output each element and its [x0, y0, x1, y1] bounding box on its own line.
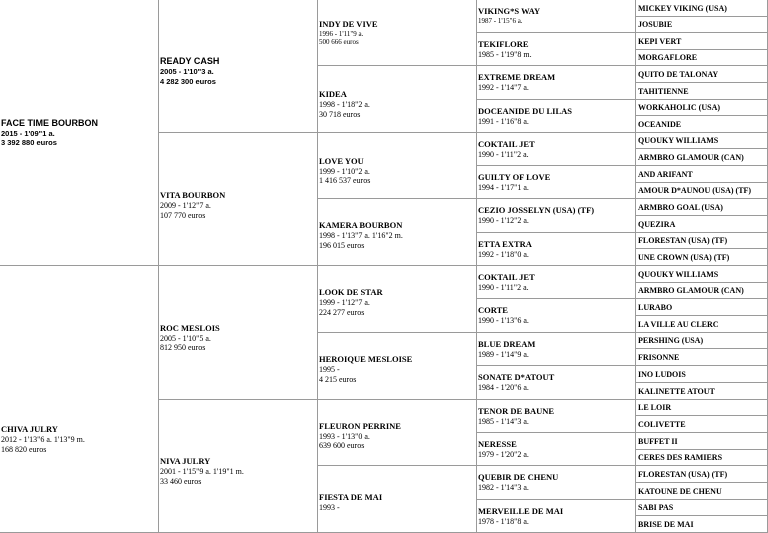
horse-name[interactable]: ARMBRO GLAMOUR (CAN) — [638, 286, 744, 295]
horse-name[interactable]: FIESTA DE MAI — [319, 491, 383, 502]
horse-record: 1996 - 1'11"9 a. — [319, 30, 364, 38]
gen5-horse — [636, 0, 768, 17]
horse-earnings: 3 392 880 euros — [1, 138, 57, 147]
horse-name[interactable]: NIVA JULRY — [160, 456, 211, 466]
horse-record: 2009 - 1'12"7 a. — [160, 201, 211, 210]
gen5-horse — [636, 366, 768, 383]
gen3-horse — [318, 66, 477, 133]
gen5-horse — [636, 17, 768, 33]
horse-record: 2015 - 1'09"1 a. — [1, 128, 55, 138]
gen4-horse — [477, 199, 636, 233]
horse-name[interactable]: MERVEILLE DE MAI — [478, 506, 564, 516]
gen5-horse — [636, 333, 768, 349]
gen4-horse — [477, 366, 636, 400]
gen5-horse — [636, 316, 768, 333]
horse-name[interactable]: TAHITIENNE — [638, 86, 689, 96]
gen5-horse — [636, 33, 768, 50]
horse-name[interactable]: TEKIFLORE — [478, 39, 529, 49]
horse-record: 2005 - 1'10"5 a. — [160, 333, 211, 343]
gen5-horse — [636, 500, 768, 516]
horse-name[interactable]: ARMBRO GLAMOUR (CAN) — [638, 152, 744, 162]
horse-name[interactable]: COKTAIL JET — [478, 272, 535, 282]
horse-record: 1984 - 1'20"6 a. — [478, 383, 529, 392]
horse-name[interactable]: CERES DES RAMIERS — [638, 453, 723, 462]
horse-record: 1990 - 1'13"6 a. — [478, 316, 529, 325]
gen2-horse — [159, 133, 318, 266]
gen5-horse — [636, 383, 768, 400]
gen3-horse — [318, 333, 477, 400]
horse-name[interactable]: GUILTY OF LOVE — [478, 172, 551, 182]
gen4-horse — [477, 400, 636, 433]
gen5-horse — [636, 83, 768, 100]
horse-name[interactable]: ARMBRO GOAL (USA) — [638, 202, 723, 212]
horse-earnings: 168 820 euros — [1, 444, 47, 454]
gen5-horse — [636, 183, 768, 199]
horse-name[interactable]: CEZIO JOSSELYN (USA) (TF) — [478, 205, 595, 215]
gen3-horse — [318, 133, 477, 199]
gen5-horse — [636, 400, 768, 416]
horse-name[interactable]: QUOUKY WILLIAMS — [638, 136, 719, 145]
horse-name[interactable]: HEROIQUE MESLOISE — [319, 354, 413, 364]
horse-record: 2005 - 1'10"3 a. — [160, 67, 214, 76]
gen4-horse — [477, 166, 636, 199]
horse-name[interactable]: BLUE DREAM — [478, 339, 536, 349]
horse-earnings: 1 416 537 euros — [319, 176, 371, 185]
horse-name[interactable]: LE LOIR — [638, 403, 672, 412]
gen4-horse — [477, 466, 636, 500]
horse-earnings: 4 282 300 euros — [160, 76, 216, 86]
gen5-horse — [636, 149, 768, 166]
horse-name[interactable]: FLORESTAN (USA) (TF) — [638, 236, 728, 245]
horse-record: 2001 - 1'15"9 a. 1'19"1 m. — [160, 467, 244, 476]
horse-record: 1979 - 1'20"2 a. — [478, 450, 529, 459]
horse-name[interactable]: LOVE YOU — [319, 155, 364, 166]
horse-record: 1993 - — [319, 502, 340, 512]
gen4-horse — [477, 333, 636, 366]
horse-name[interactable]: COKTAIL JET — [478, 139, 535, 149]
gen5-horse — [636, 199, 768, 216]
gen5-horse — [636, 299, 768, 316]
horse-name[interactable]: BRISE DE MAI — [638, 519, 694, 529]
horse-record: 1998 - 1'18"2 a. — [319, 100, 370, 109]
horse-record: 1991 - 1'16"8 a. — [478, 117, 529, 126]
horse-name[interactable]: FRISONNE — [638, 352, 680, 362]
horse-name[interactable]: TENOR DE BAUNE — [478, 406, 555, 416]
horse-record: 1990 - 1'11"2 a. — [478, 283, 529, 292]
gen5-horse — [636, 50, 768, 66]
horse-name[interactable]: BUFFET II — [638, 436, 678, 446]
horse-record: 1993 - 1'13"0 a. — [319, 431, 370, 441]
horse-record: 1998 - 1'13"7 a. 1'16"2 m. — [319, 231, 403, 240]
gen5-horse — [636, 216, 768, 233]
gen4-horse — [477, 133, 636, 166]
horse-name[interactable]: NERESSE — [478, 439, 517, 449]
horse-name[interactable]: READY CASH — [160, 56, 220, 66]
gen1-sire — [0, 0, 159, 266]
horse-name[interactable]: QUOUKY WILLIAMS — [638, 269, 719, 279]
gen5-horse — [636, 233, 768, 249]
gen5-horse — [636, 249, 768, 266]
horse-name[interactable]: FLORESTAN (USA) (TF) — [638, 469, 728, 479]
horse-name[interactable]: LURABO — [638, 302, 673, 312]
horse-record: 1989 - 1'14"9 a. — [478, 350, 529, 359]
horse-name[interactable]: KIDEA — [319, 89, 347, 99]
horse-name[interactable]: AND ARIFANT — [638, 169, 693, 179]
horse-name[interactable]: KEPI VERT — [638, 36, 682, 46]
gen4-horse — [477, 100, 636, 133]
horse-name[interactable]: INO LUDOIS — [638, 369, 686, 379]
gen5-horse — [636, 166, 768, 183]
horse-name[interactable]: EXTREME DREAM — [478, 72, 556, 82]
horse-name[interactable]: COLIVETTE — [638, 419, 686, 429]
horse-name[interactable]: QUEZIRA — [638, 219, 676, 229]
gen5-horse — [636, 100, 768, 116]
horse-earnings: 30 718 euros — [319, 109, 361, 119]
horse-record: 2012 - 1'13"6 a. 1'13"9 m. — [1, 435, 85, 444]
horse-record: 1985 - 1'19"8 m. — [478, 50, 532, 59]
horse-name[interactable]: OCEANIDE — [638, 119, 682, 129]
horse-name[interactable]: VIKING*S WAY — [478, 6, 541, 16]
gen4-horse — [477, 233, 636, 266]
horse-record: 1999 - 1'12"7 a. — [319, 298, 370, 307]
horse-name[interactable]: VITA BOURBON — [160, 190, 226, 200]
horse-name[interactable]: CORTE — [478, 305, 508, 315]
gen4-horse — [477, 500, 636, 533]
gen4-horse — [477, 66, 636, 100]
horse-name[interactable]: FLEURON PERRINE — [319, 420, 401, 431]
gen4-horse — [477, 33, 636, 66]
horse-name[interactable]: UNE CROWN (USA) (TF) — [638, 252, 730, 262]
gen4-horse — [477, 0, 636, 33]
horse-record: 1992 - 1'18"0 a. — [478, 250, 529, 259]
gen2-horse — [159, 0, 318, 133]
horse-name[interactable]: SONATE D*ATOUT — [478, 372, 555, 382]
horse-name[interactable]: AMOUR D*AUNOU (USA) (TF) — [638, 186, 752, 195]
gen5-horse — [636, 466, 768, 483]
horse-name[interactable]: KAMERA BOURBON — [319, 220, 403, 230]
horse-name[interactable]: JOSUBIE — [638, 20, 673, 29]
gen5-horse — [636, 349, 768, 366]
gen3-horse — [318, 400, 477, 466]
gen5-horse — [636, 116, 768, 133]
horse-earnings: 107 770 euros — [160, 210, 206, 220]
horse-name[interactable]: ETTA EXTRA — [478, 239, 532, 249]
gen3-horse — [318, 199, 477, 266]
horse-name[interactable]: MORGAFLORE — [638, 53, 698, 62]
gen3-horse — [318, 466, 477, 533]
horse-record: 1999 - 1'10"2 a. — [319, 166, 370, 176]
horse-name[interactable]: QUEBIR DE CHENU — [478, 472, 559, 482]
horse-record: 1985 - 1'14"3 a. — [478, 417, 529, 426]
horse-record: 1995 - — [319, 365, 340, 374]
horse-name[interactable]: CHIVA JULRY — [1, 424, 58, 434]
gen5-horse — [636, 283, 768, 299]
horse-name[interactable]: ROC MESLOIS — [160, 322, 220, 333]
gen3-horse — [318, 0, 477, 66]
horse-name[interactable]: KALINETTE ATOUT — [638, 386, 715, 396]
gen4-horse — [477, 266, 636, 299]
gen4-horse — [477, 433, 636, 466]
gen5-horse — [636, 450, 768, 466]
gen4-horse — [477, 299, 636, 333]
horse-name[interactable]: QUITO DE TALONAY — [638, 69, 719, 79]
gen5-horse — [636, 433, 768, 450]
horse-name[interactable]: PERSHING (USA) — [638, 336, 704, 345]
horse-name[interactable]: FACE TIME BOURBON — [1, 117, 99, 128]
horse-record: 1992 - 1'14"7 a. — [478, 83, 529, 92]
horse-record: 1982 - 1'14"3 a. — [478, 483, 529, 492]
gen5-horse — [636, 133, 768, 149]
horse-record: 1990 - 1'12"2 a. — [478, 216, 529, 225]
gen3-horse — [318, 266, 477, 333]
horse-earnings: 224 277 euros — [319, 307, 365, 317]
horse-earnings: 812 950 euros — [160, 343, 206, 352]
gen5-horse — [636, 416, 768, 433]
horse-name[interactable]: LA VILLE AU CLERC — [638, 319, 719, 329]
gen1-dam — [0, 266, 159, 533]
horse-name[interactable]: DOCEANIDE DU LILAS — [478, 106, 572, 116]
gen5-horse — [636, 516, 768, 533]
horse-name[interactable]: WORKAHOLIC (USA) — [638, 103, 721, 112]
horse-earnings: 196 015 euros — [319, 240, 365, 250]
horse-name[interactable]: LOOK DE STAR — [319, 287, 383, 297]
horse-record: 1990 - 1'11"2 a. — [478, 150, 529, 159]
gen5-horse — [636, 483, 768, 500]
horse-earnings: 639 600 euros — [319, 441, 365, 450]
gen5-horse — [636, 66, 768, 83]
horse-name[interactable]: MICKEY VIKING (USA) — [638, 3, 727, 13]
gen2-horse — [159, 400, 318, 533]
horse-earnings: 4 215 euros — [319, 374, 357, 384]
horse-earnings: 33 460 euros — [160, 476, 202, 486]
horse-record: 1987 - 1'15"6 a. — [478, 17, 523, 25]
horse-name[interactable]: SABI PAS — [638, 503, 674, 512]
horse-name[interactable]: INDY DE VIVE — [319, 19, 378, 29]
gen5-horse — [636, 266, 768, 283]
horse-earnings: 500 666 euros — [319, 38, 359, 46]
horse-record: 1994 - 1'17"1 a. — [478, 183, 529, 192]
horse-name[interactable]: KATOUNE DE CHENU — [638, 486, 722, 496]
horse-record: 1978 - 1'18"8 a. — [478, 517, 529, 526]
gen2-horse — [159, 266, 318, 400]
